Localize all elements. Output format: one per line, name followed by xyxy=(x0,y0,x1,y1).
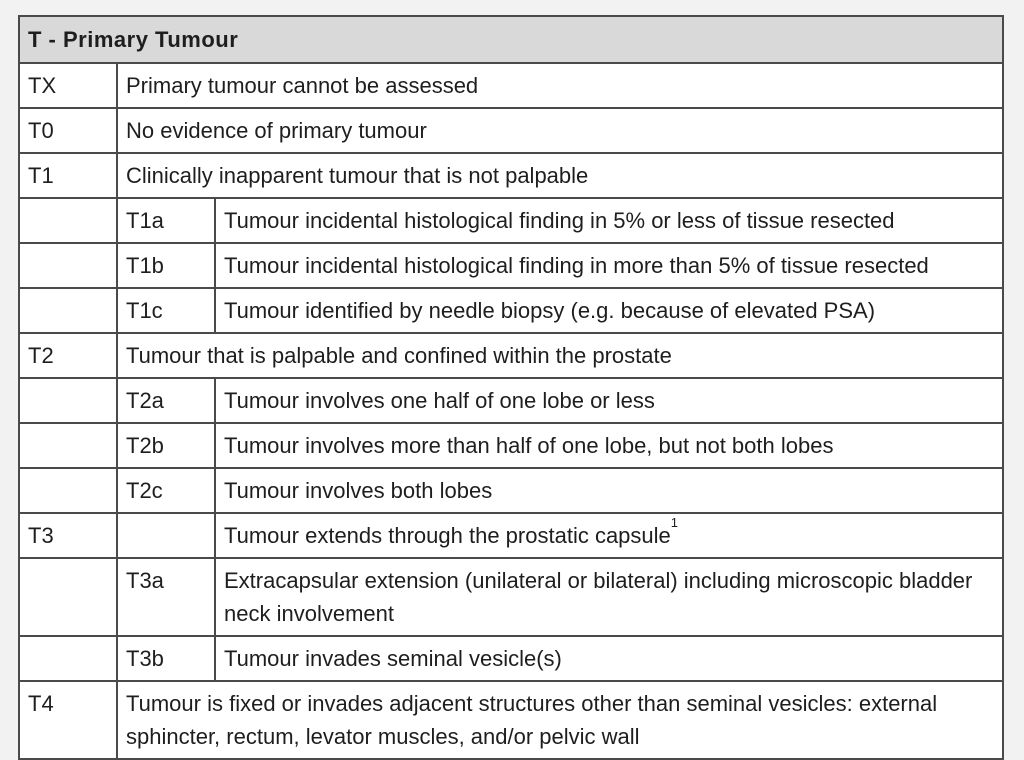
table-row xyxy=(19,468,1003,513)
substage-code: T3b xyxy=(117,636,215,681)
table-row xyxy=(19,63,1003,108)
table-row xyxy=(19,288,1003,333)
substage-description: Tumour incidental histological finding in 5% or less of tissue resected xyxy=(215,198,1003,243)
substage-code: T2c xyxy=(117,468,215,513)
stage-code: T4 xyxy=(19,681,117,759)
substage-code: T2a xyxy=(117,378,215,423)
substage-description: Tumour involves one half of one lobe or less xyxy=(215,378,1003,423)
stage-description: Primary tumour cannot be assessed xyxy=(117,63,1003,108)
stage-code: TX xyxy=(19,63,117,108)
table-title: T - Primary Tumour xyxy=(19,16,1003,63)
table-row xyxy=(19,378,1003,423)
stage-code: T0 xyxy=(19,108,117,153)
description-text: Tumour extends through the prostatic capsule xyxy=(224,523,671,548)
substage-code: T1b xyxy=(117,243,215,288)
empty-cell xyxy=(19,243,117,288)
substage-description: Tumour involves more than half of one lobe, but not both lobes xyxy=(215,423,1003,468)
table-row xyxy=(19,153,1003,198)
table-row xyxy=(19,681,1003,759)
substage-code: T3a xyxy=(117,558,215,636)
substage-code: T1c xyxy=(117,288,215,333)
substage-description: Tumour invades seminal vesicle(s) xyxy=(215,636,1003,681)
table-row xyxy=(19,423,1003,468)
table-header-row xyxy=(19,16,1003,63)
empty-cell xyxy=(117,513,215,558)
table-row xyxy=(19,513,1003,558)
stage-description: Tumour is fixed or invades adjacent structures other than seminal vesicles: external sphincter, rectum, levator muscles, and/or pelvic wall xyxy=(117,681,1003,759)
table-row xyxy=(19,198,1003,243)
stage-description: Tumour that is palpable and confined within the prostate xyxy=(117,333,1003,378)
table-row xyxy=(19,333,1003,378)
stage-code: T1 xyxy=(19,153,117,198)
table-row xyxy=(19,108,1003,153)
substage-code: T2b xyxy=(117,423,215,468)
t-staging-table xyxy=(18,15,1004,760)
stage-description: No evidence of primary tumour xyxy=(117,108,1003,153)
substage-description xyxy=(215,513,1003,558)
empty-cell xyxy=(19,636,117,681)
substage-description: Tumour incidental histological finding in more than 5% of tissue resected xyxy=(215,243,1003,288)
empty-cell xyxy=(19,288,117,333)
substage-description: Tumour involves both lobes xyxy=(215,468,1003,513)
empty-cell xyxy=(19,378,117,423)
substage-description: Tumour identified by needle biopsy (e.g. because of elevated PSA) xyxy=(215,288,1003,333)
footnote-marker[interactable]: 1 xyxy=(670,515,679,530)
empty-cell xyxy=(19,468,117,513)
empty-cell xyxy=(19,423,117,468)
stage-code: T2 xyxy=(19,333,117,378)
empty-cell xyxy=(19,558,117,636)
table-row xyxy=(19,243,1003,288)
substage-code: T1a xyxy=(117,198,215,243)
table-row xyxy=(19,636,1003,681)
empty-cell xyxy=(19,198,117,243)
table-container xyxy=(18,15,1004,760)
substage-description: Extracapsular extension (unilateral or bilateral) including microscopic bladder neck involvement xyxy=(215,558,1003,636)
stage-code: T3 xyxy=(19,513,117,558)
table-row xyxy=(19,558,1003,636)
stage-description: Clinically inapparent tumour that is not palpable xyxy=(117,153,1003,198)
